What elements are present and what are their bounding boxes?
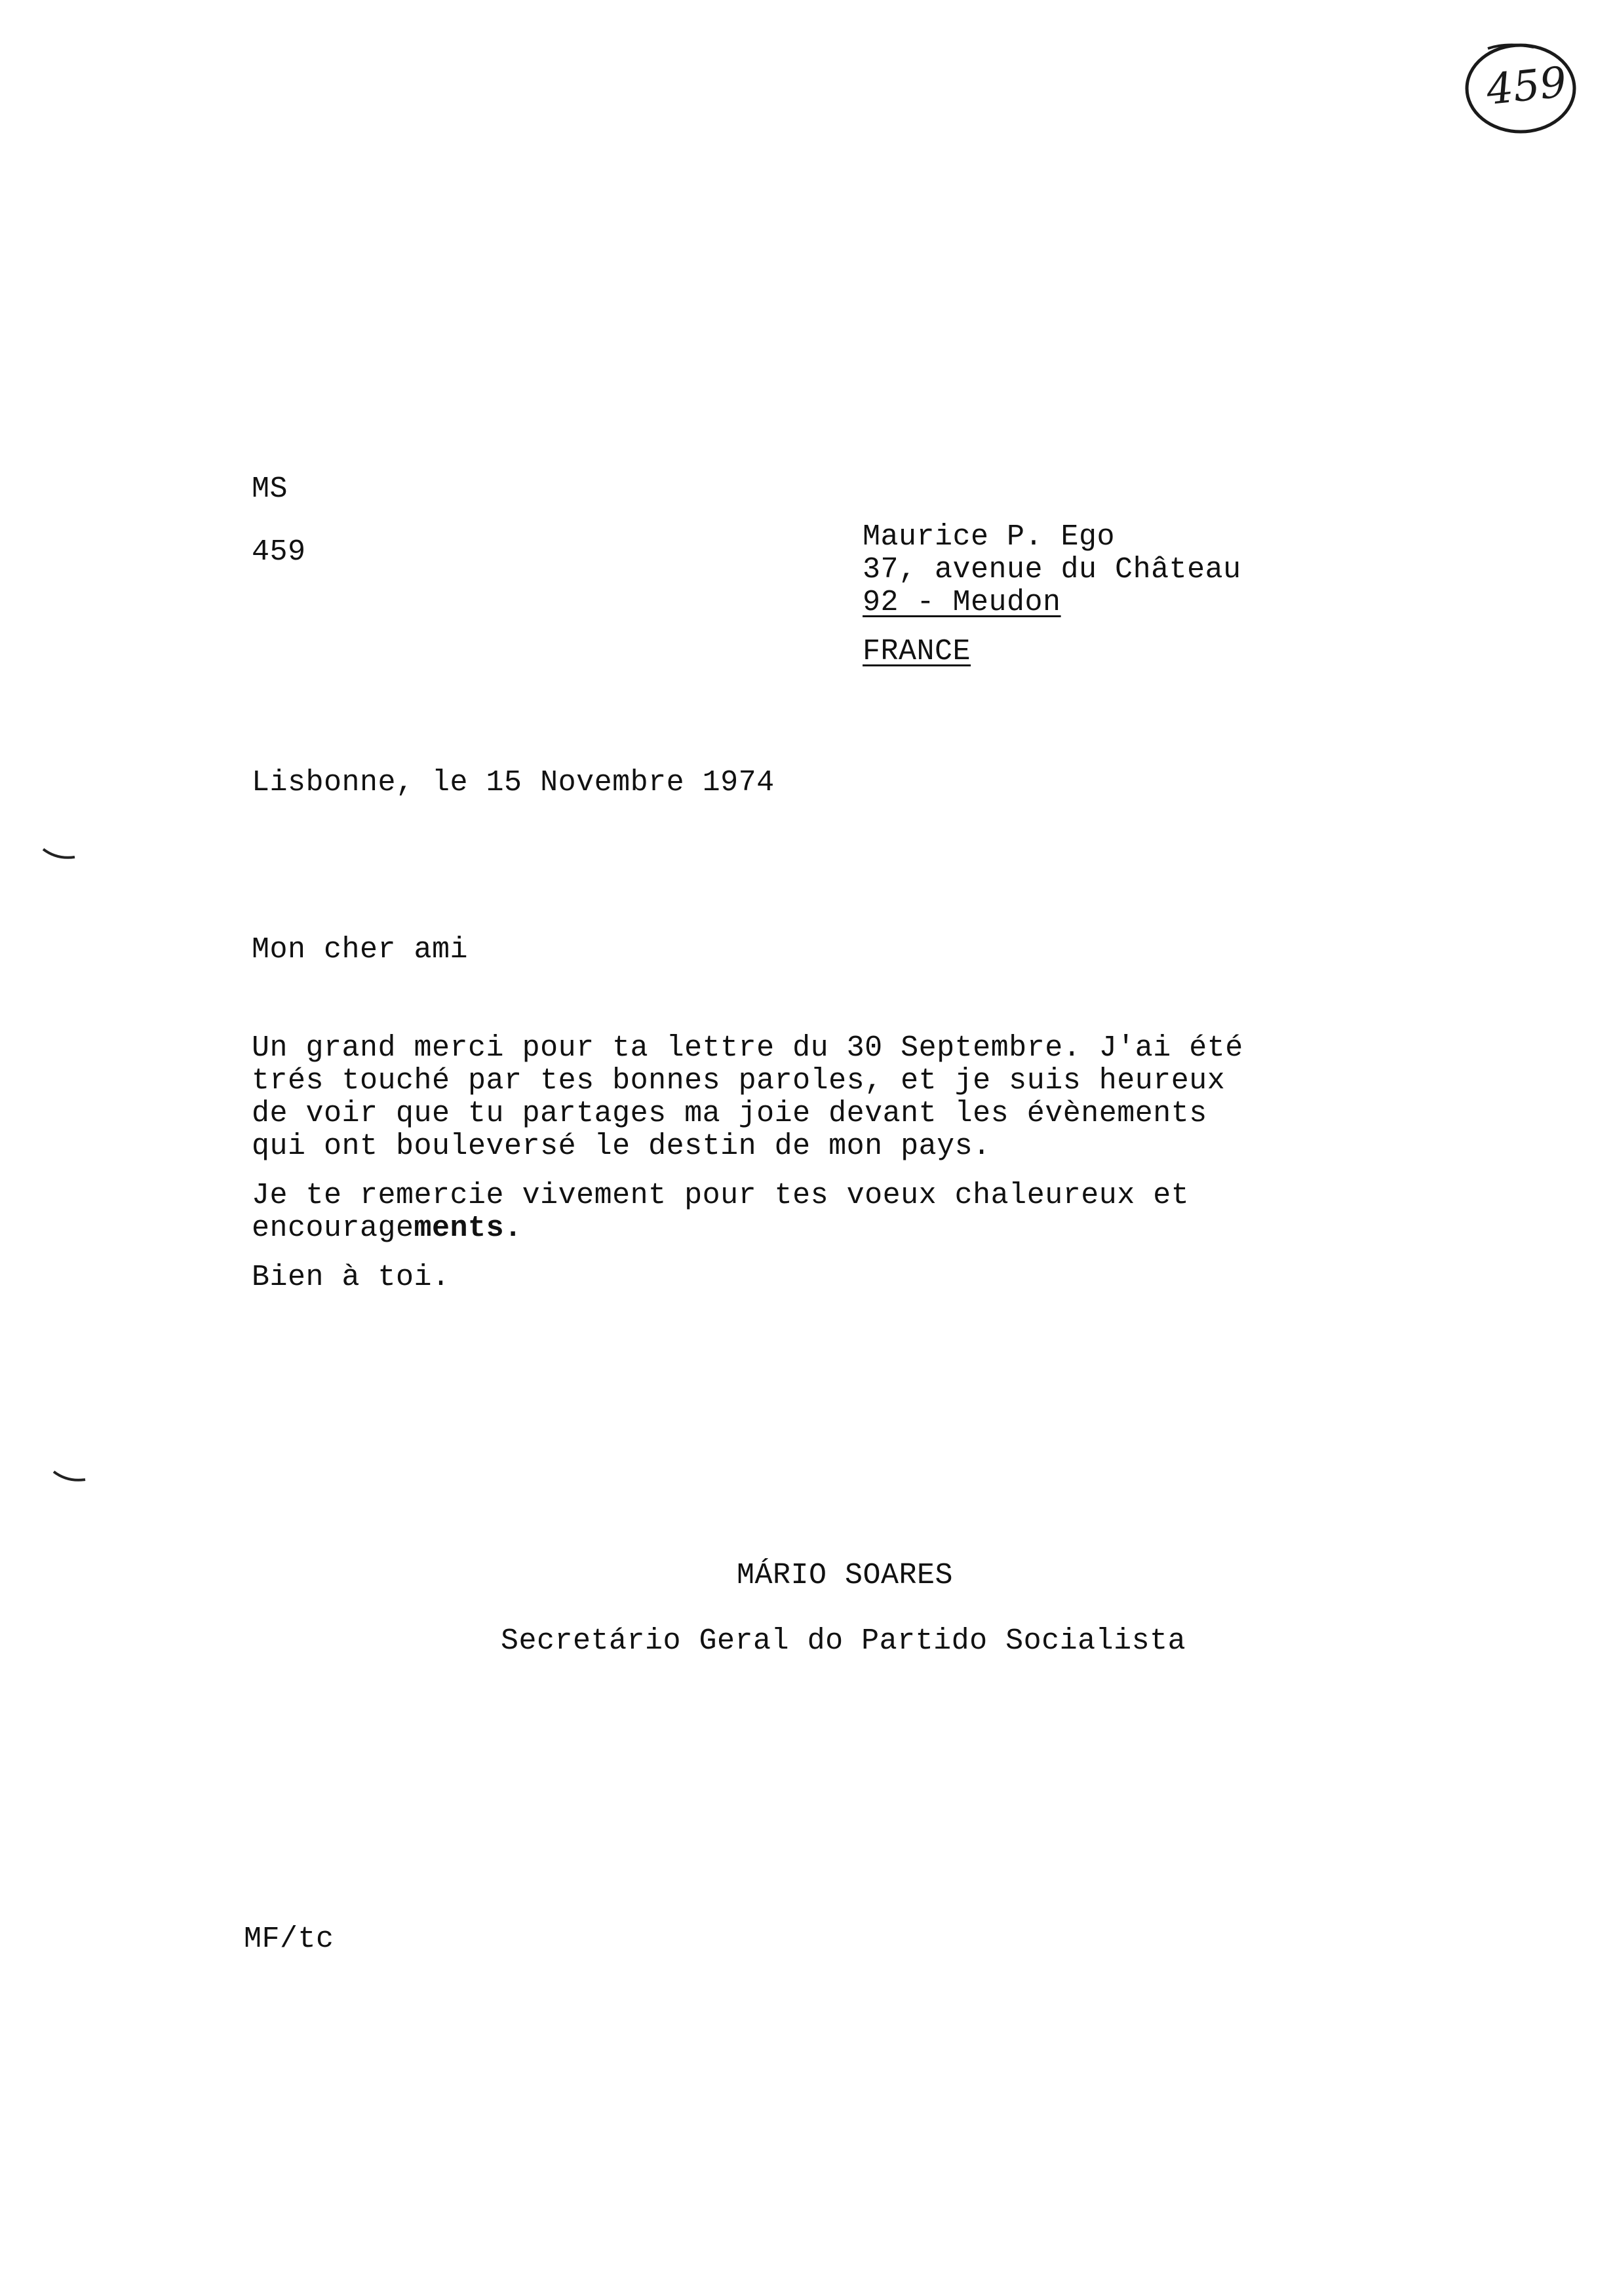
signature-title: Secretário Geral do Partido Socialista <box>501 1624 1186 1658</box>
signature-name: MÁRIO SOARES <box>737 1559 954 1592</box>
reference-initials: MS <box>252 472 288 506</box>
body-line: de voir que tu partages ma joie devant les évènements <box>252 1097 1207 1130</box>
closing: Bien à toi. <box>252 1261 450 1294</box>
margin-mark-lower <box>51 1468 90 1487</box>
overtyped-word-ending: ments. <box>414 1212 522 1245</box>
word-prefix: encourage <box>252 1212 414 1245</box>
typist-reference: MF/tc <box>244 1923 334 1956</box>
recipient-city: 92 - Meudon <box>863 586 1061 619</box>
body-line: Un grand merci pour ta lettre du 30 Septembre. J'ai été <box>252 1031 1243 1065</box>
recipient-street: 37, avenue du Château <box>863 553 1241 586</box>
stamp-number: 459 <box>1484 58 1569 115</box>
reference-number: 459 <box>252 535 306 569</box>
body-line: Je te remercie vivement pour tes voeux chaleureux et <box>252 1179 1190 1212</box>
date-line: Lisbonne, le 15 Novembre 1974 <box>252 766 775 799</box>
salutation: Mon cher ami <box>252 933 469 966</box>
margin-mark-upper <box>41 845 80 865</box>
body-line: qui ont bouleversé le destin de mon pays. <box>252 1130 991 1163</box>
body-line <box>252 1212 522 1245</box>
recipient-name: Maurice P. Ego <box>863 520 1116 554</box>
body-line: trés touché par tes bonnes paroles, et je suis heureux <box>252 1064 1226 1098</box>
recipient-country: FRANCE <box>863 635 971 668</box>
